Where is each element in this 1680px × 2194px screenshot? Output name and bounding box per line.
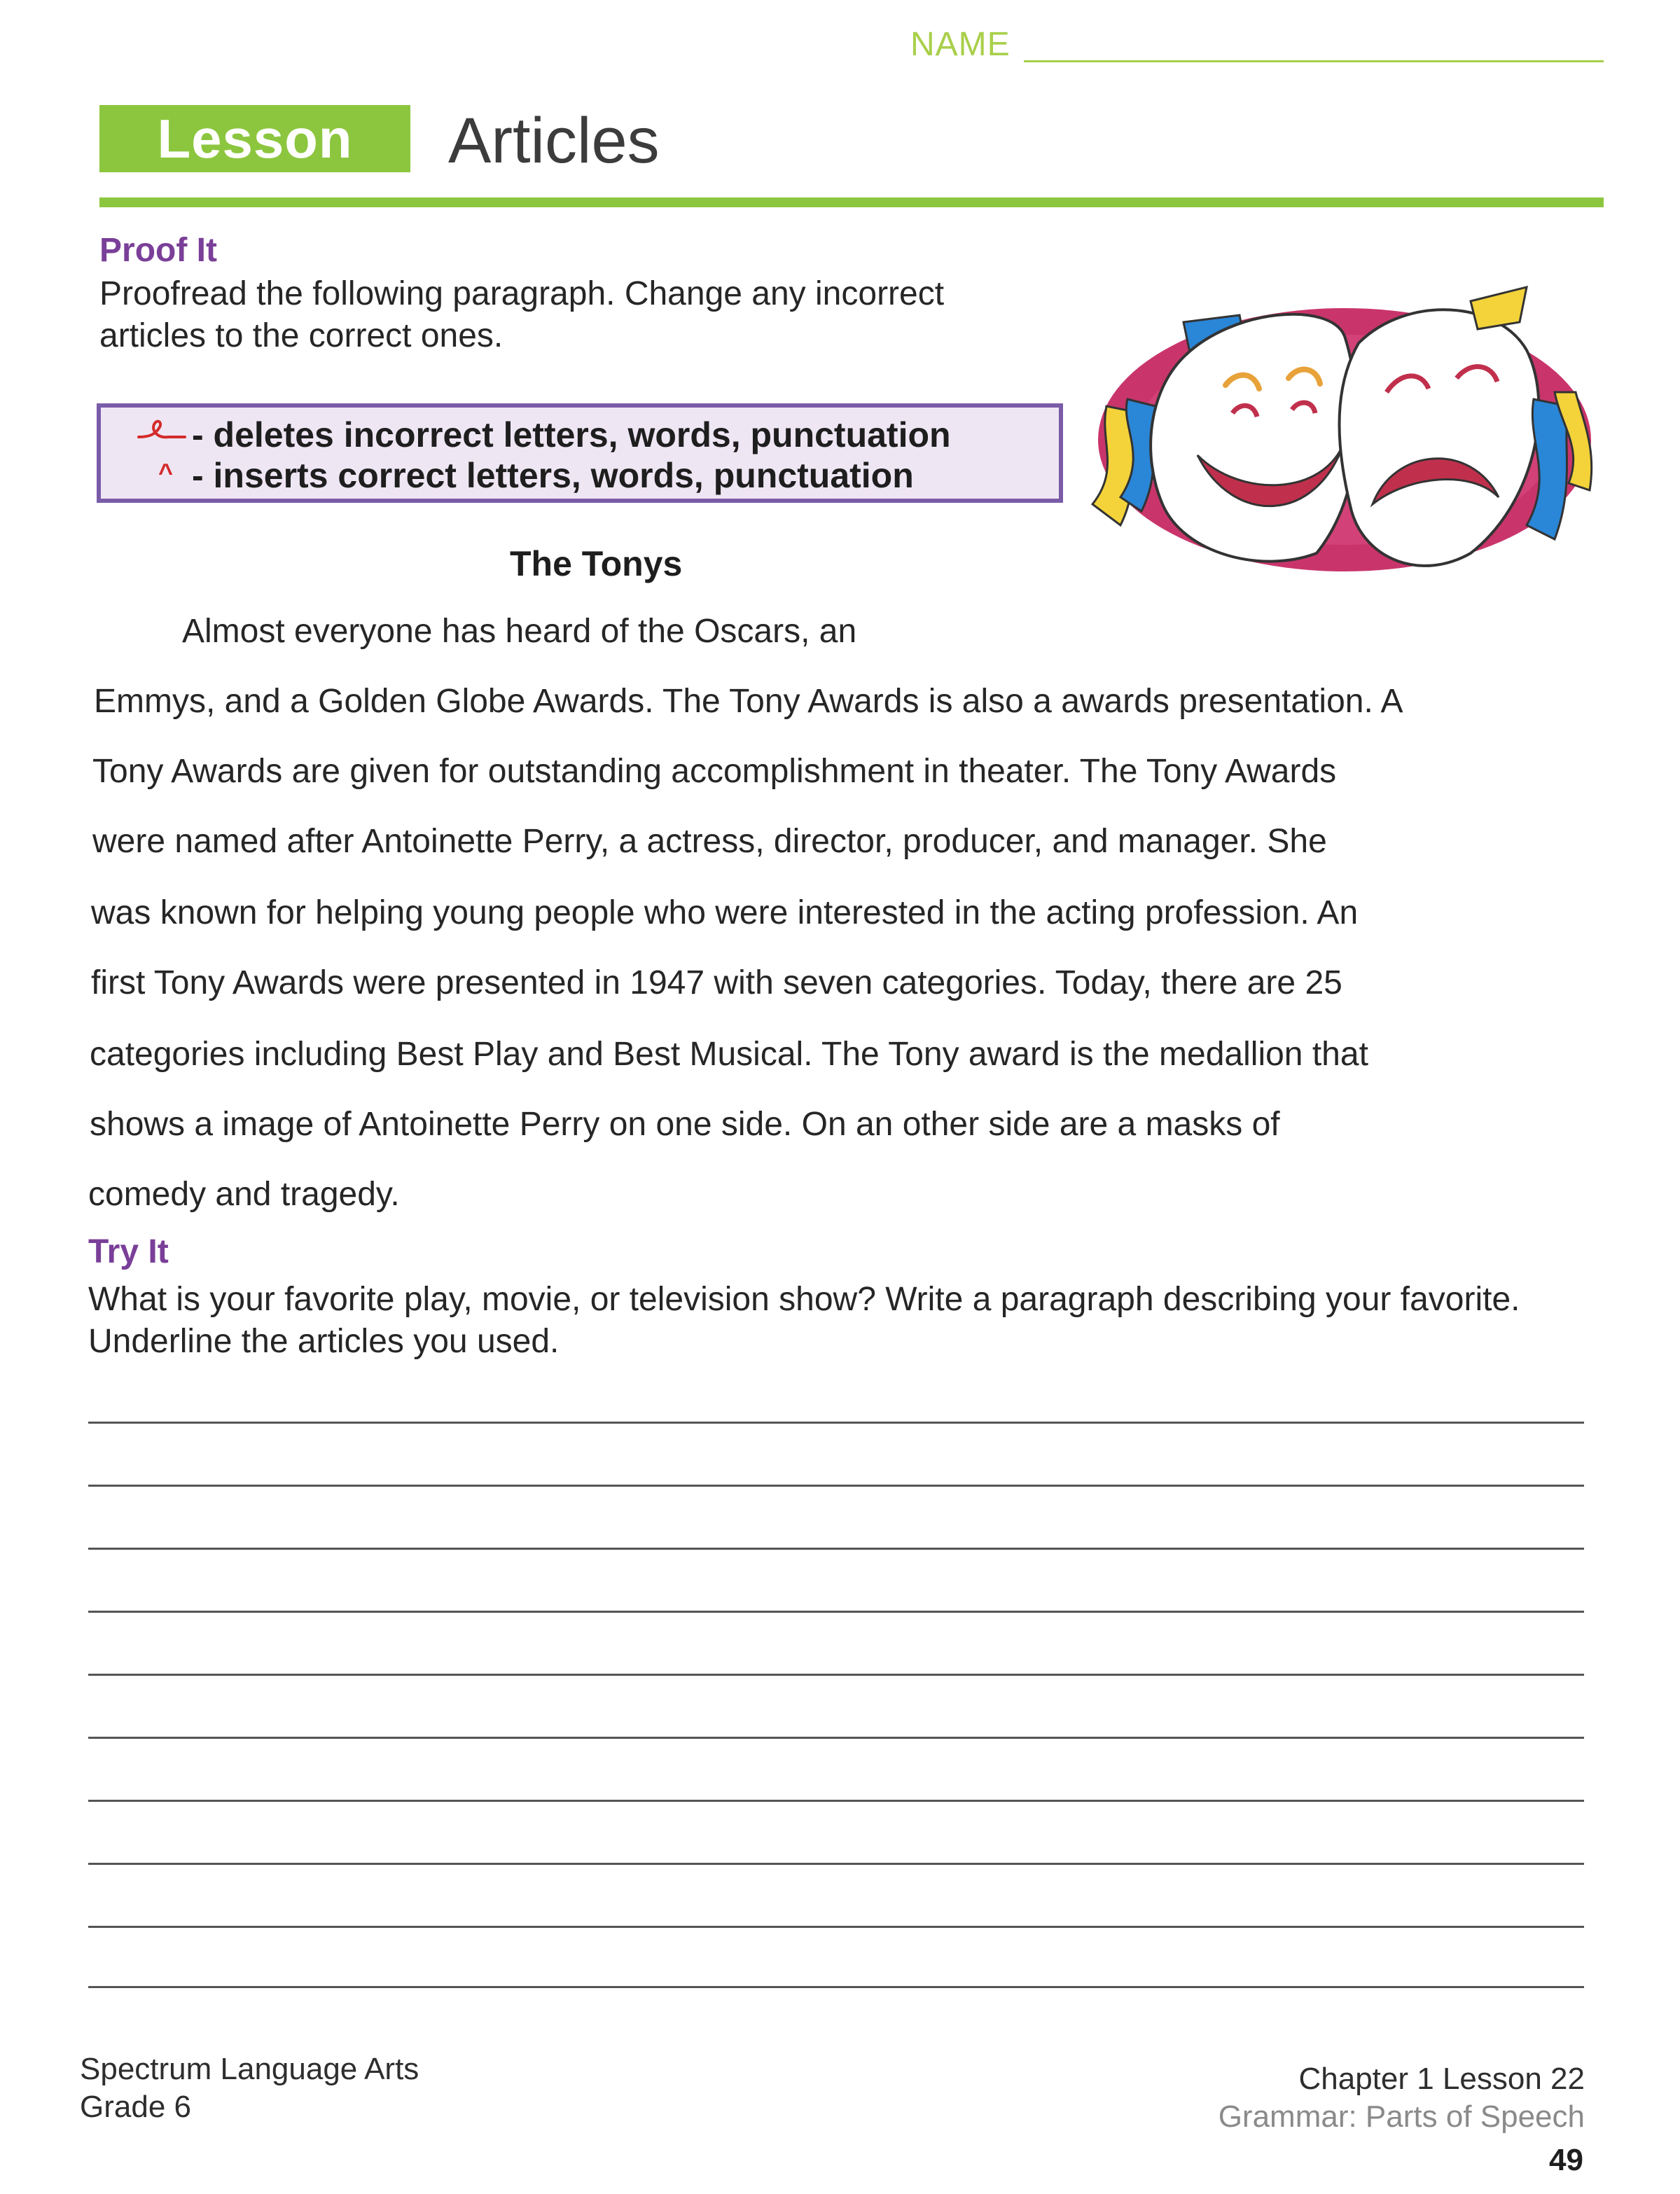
footer-right xyxy=(1219,2060,1585,2136)
proof-it-heading: Proof It xyxy=(99,232,217,269)
story-line: comedy and tragedy. xyxy=(88,1176,400,1213)
name-write-line[interactable] xyxy=(1024,60,1604,62)
story-line: categories including Best Play and Best Musical. The Tony award is the medallion that xyxy=(90,1036,1368,1073)
writing-line[interactable] xyxy=(88,1674,1584,1676)
writing-line[interactable] xyxy=(88,1926,1584,1928)
footer-grade: Grade 6 xyxy=(80,2090,191,2124)
story-line: was known for helping young people who were interested in the acting profession. An xyxy=(91,894,1359,931)
writing-line[interactable] xyxy=(88,1863,1584,1865)
proofreading-key-box xyxy=(97,403,1063,503)
writing-line[interactable] xyxy=(88,1485,1584,1487)
footer-chapter: Chapter 1 Lesson 22 xyxy=(1298,2062,1585,2096)
footer-book-title: Spectrum Language Arts xyxy=(80,2052,419,2086)
footer-topic: Grammar: Parts of Speech xyxy=(1218,2099,1585,2134)
name-label: NAME xyxy=(910,26,1011,63)
try-it-heading: Try It xyxy=(88,1233,169,1270)
story-line: Tony Awards are given for outstanding accomplishment in theater. The Tony Awards xyxy=(92,753,1337,790)
writing-line[interactable] xyxy=(88,1800,1584,1802)
proof-it-instructions: Proofread the following paragraph. Change any incorrect articles to the correct ones. xyxy=(99,275,945,354)
story-line: Almost everyone has heard of the Oscars, an xyxy=(182,613,857,650)
lesson-badge: Lesson xyxy=(99,105,410,172)
proofreading-insert-icon: ^ xyxy=(158,458,174,487)
footer-left xyxy=(80,2050,419,2126)
delete-key-text: - deletes incorrect letters, words, punctuation xyxy=(192,415,951,454)
lesson-title: Articles xyxy=(448,105,660,176)
writing-line[interactable] xyxy=(88,1986,1584,1988)
writing-line[interactable] xyxy=(88,1737,1584,1739)
proofreading-delete-icon xyxy=(137,416,186,448)
try-it-prompt: What is your favorite play, movie, or television show? Write a paragraph describing your favorite. Underline the articles you used. xyxy=(88,1281,1520,1360)
page-number: 49 xyxy=(1549,2143,1583,2177)
comedy-tragedy-masks-icon xyxy=(1078,273,1597,581)
story-line: shows a image of Antoinette Perry on one side. On an other side are a masks of xyxy=(90,1106,1280,1143)
story-line: were named after Antoinette Perry, a actress, director, producer, and manager. She xyxy=(92,823,1327,860)
story-line: Emmys, and a Golden Globe Awards. The Tony Awards is also a awards presentation. A xyxy=(94,683,1403,720)
header-rule xyxy=(99,197,1604,207)
insert-key-text: - inserts correct letters, words, punctuation xyxy=(192,456,914,495)
writing-line[interactable] xyxy=(88,1611,1584,1613)
writing-line[interactable] xyxy=(88,1422,1584,1424)
writing-line[interactable] xyxy=(88,1548,1584,1550)
story-line: first Tony Awards were presented in 1947 with seven categories. Today, there are 25 xyxy=(91,964,1342,1001)
story-title: The Tonys xyxy=(510,544,683,583)
